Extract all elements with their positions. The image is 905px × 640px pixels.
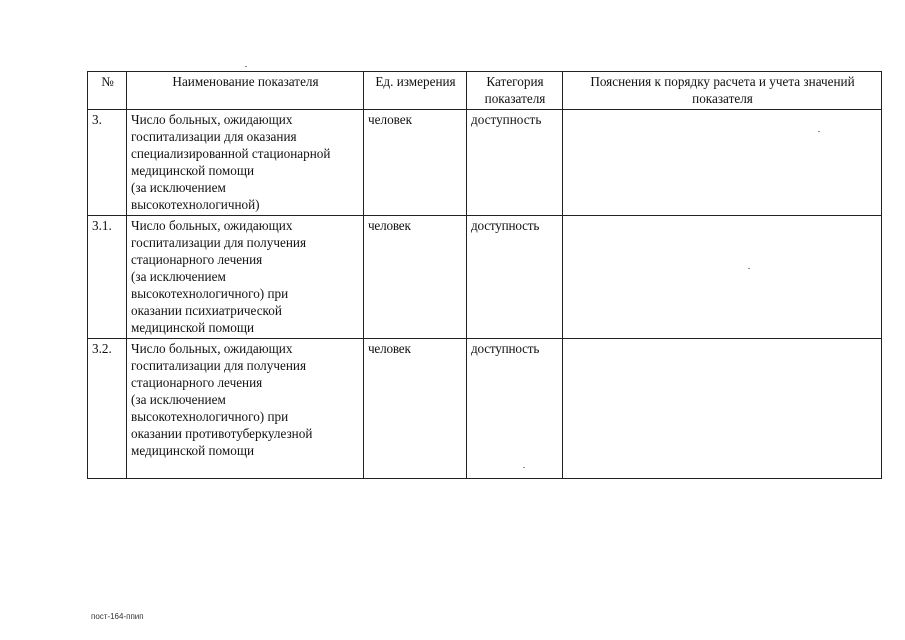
row-number: 3.1. xyxy=(88,216,127,339)
category-cell: доступность xyxy=(467,110,563,216)
indicator-name: Число больных, ожидающих госпитализации для оказания специализированной стационарной медицинской помощи (за исключением высокотехнологичной) xyxy=(127,110,364,216)
header-unit: Ед. измерения xyxy=(364,72,467,110)
table-header-row xyxy=(88,72,882,110)
scan-speck xyxy=(245,66,247,67)
row-number: 3.2. xyxy=(88,339,127,479)
explanation-cell xyxy=(563,339,882,479)
scan-speck xyxy=(523,467,525,468)
table-row xyxy=(88,216,882,339)
scan-speck xyxy=(818,131,820,132)
header-category: Категория показателя xyxy=(467,72,563,110)
category-cell: доступность xyxy=(467,216,563,339)
footer-filename: пост-164-ппип xyxy=(91,612,144,621)
indicator-name: Число больных, ожидающих госпитализации для получения стационарного лечения (за исключением высокотехнологичного) при оказании противотуберкулезной медицинской помощи xyxy=(127,339,364,479)
row-number: 3. xyxy=(88,110,127,216)
scan-speck xyxy=(748,268,750,269)
unit-cell: человек xyxy=(364,110,467,216)
header-number: № xyxy=(88,72,127,110)
header-explanation: Пояснения к порядку расчета и учета значений показателя xyxy=(563,72,882,110)
table-row xyxy=(88,110,882,216)
indicators-table xyxy=(87,71,882,479)
explanation-cell xyxy=(563,110,882,216)
category-cell: доступность xyxy=(467,339,563,479)
table-row xyxy=(88,339,882,479)
unit-cell: человек xyxy=(364,339,467,479)
explanation-cell xyxy=(563,216,882,339)
indicator-name: Число больных, ожидающих госпитализации для получения стационарного лечения (за исключением высокотехнологичного) при оказании психиатрической медицинской помощи xyxy=(127,216,364,339)
header-indicator-name: Наименование показателя xyxy=(127,72,364,110)
unit-cell: человек xyxy=(364,216,467,339)
